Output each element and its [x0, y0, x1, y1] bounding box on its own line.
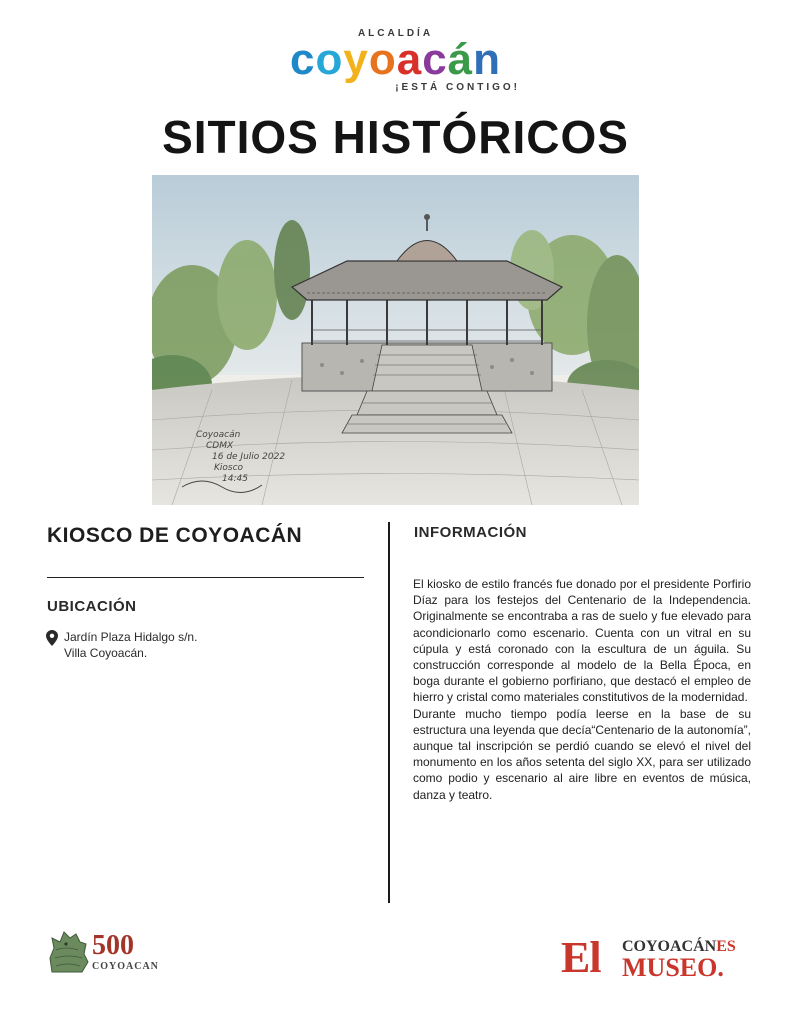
logo-tagline: ¡ESTÁ CONTIGO! [395, 82, 520, 93]
map-pin-icon [46, 630, 58, 646]
location-heading: UBICACIÓN [47, 598, 137, 615]
logo-letter: c [289, 35, 316, 84]
address-line-2: Villa Coyoacán. [64, 646, 148, 660]
sketch-note: CDMX [206, 441, 234, 451]
address-line-1: Jardín Plaza Hidalgo s/n. [64, 630, 198, 644]
info-paragraph-2: Durante mucho tiempo podía leerse en la base de su estructura una leyenda que decía“Centenario de la autonomía”, aunque tal inscripción se perdió cuando se elevó el nivel del monumento en los años setenta del siglo XX, para ser utilizado como podio y escenario al aire libre en eventos de música, danza y teatro. [413, 706, 751, 802]
logo-letter: o [368, 35, 397, 84]
sketch-note: Kiosco [214, 463, 244, 473]
coyoacan-logo [0, 35, 791, 84]
info-heading: INFORMACIÓN [414, 524, 527, 541]
page-title: SITIOS HISTÓRICOS [162, 111, 629, 163]
divider-vertical [388, 522, 390, 903]
museo-logo-bottom: MUSEO. [622, 953, 724, 982]
alcaldia-label: ALCALDÍA [357, 28, 434, 39]
logo-letter: o [315, 35, 344, 84]
museo-logo-el: El [561, 933, 601, 982]
logo-letter: a [396, 35, 423, 84]
sketch-note: Coyoacán [196, 430, 241, 440]
place-name: KIOSCO DE COYOACÁN [47, 524, 303, 547]
info-paragraph-1: El kiosko de estilo francés fue donado por el presidente Porfirio Díaz para los festejos del Centenario de la Independencia. Originalmente se encontraba a ras de suelo y fue elevado para acondicionarlo como escenario. Cuenta con un vitral en su cúpula y está coronado con la escultura de un águila. Su construcción corresponde al modelo de la Bella Época, en boga durante el gobierno porfiriano, que destacó el empleo de hierro y cristal como materiales constitutivos de la modernidad. [413, 577, 751, 705]
kiosk-illustration [152, 175, 639, 505]
museo-logo-top: COYOACÁNES [622, 938, 736, 955]
sketch-note: 16 de Julio 2022 [212, 452, 286, 462]
sketch-note: 14:45 [222, 474, 248, 484]
badge-number: 500 [92, 930, 134, 961]
info-body [413, 576, 751, 803]
divider-horizontal [47, 577, 364, 578]
logo-letter: n [473, 35, 502, 84]
coyote-logo-icon [46, 928, 92, 976]
logo-letter: á [447, 35, 474, 84]
badge-city: COYOACAN [92, 961, 159, 972]
logo-letter: c [422, 35, 448, 84]
logo-letter: y [343, 35, 369, 84]
